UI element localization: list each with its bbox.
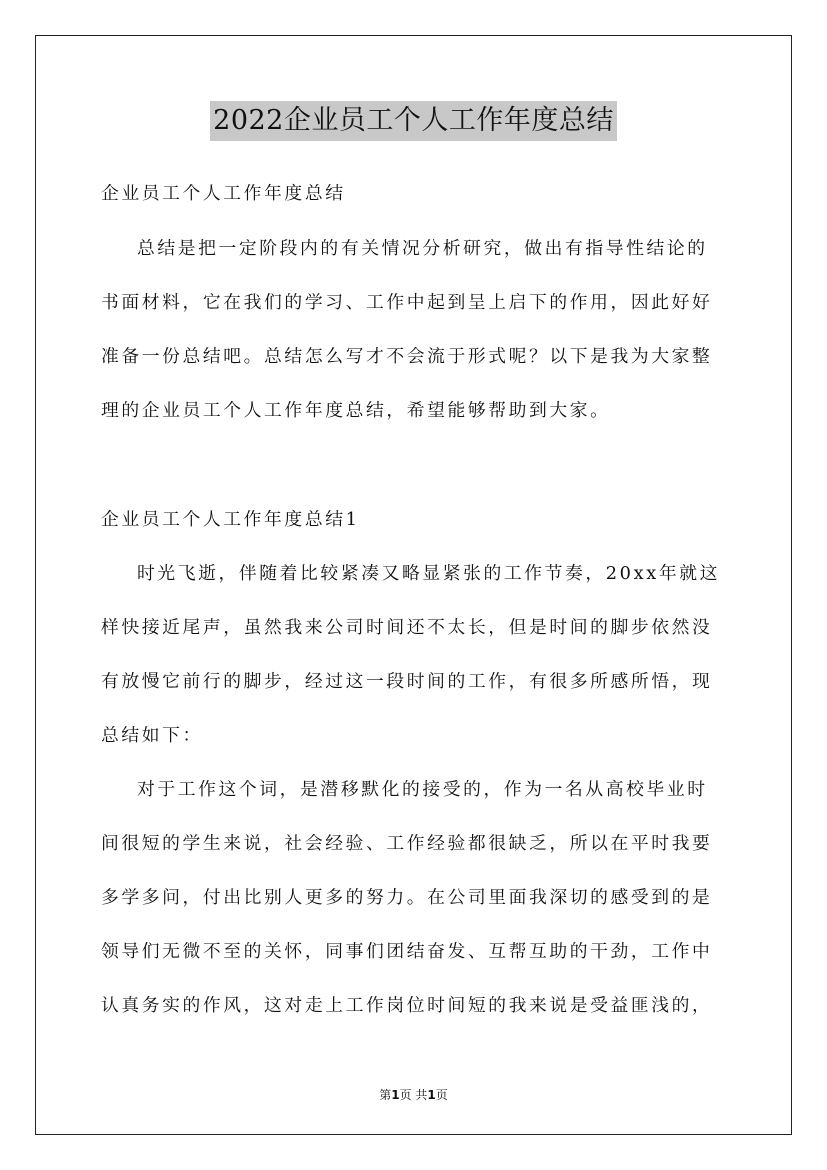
intro-line-2: 书面材料，它在我们的学习、工作中起到呈上启下的作用，因此好好	[101, 292, 713, 313]
document-subtitle: 企业员工个人工作年度总结	[101, 183, 346, 204]
footer-prefix: 第	[379, 1088, 392, 1102]
footer-middle: 页 共	[399, 1088, 428, 1102]
paragraph2-line-1: 对于工作这个词，是潜移默化的接受的，作为一名从高校毕业时	[137, 779, 708, 800]
footer-suffix: 页	[435, 1088, 448, 1102]
intro-line-1: 总结是把一定阶段内的有关情况分析研究，做出有指导性结论的	[137, 238, 708, 259]
section-heading: 企业员工个人工作年度总结1	[101, 509, 360, 530]
intro-line-4: 理的企业员工个人工作年度总结，希望能够帮助到大家。	[101, 400, 611, 421]
paragraph1-line-4: 总结如下：	[101, 725, 203, 746]
paragraph2-line-4: 领导们无微不至的关怀，同事们团结奋发、互帮互助的干劲，工作中	[101, 941, 713, 962]
paragraph1-line-2: 样快接近尾声，虽然我来公司时间还不太长，但是时间的脚步依然没	[101, 617, 713, 638]
paragraph1-line-3: 有放慢它前行的脚步，经过这一段时间的工作，有很多所感所悟，现	[101, 671, 713, 692]
paragraph2-line-2: 间很短的学生来说，社会经验、工作经验都很缺乏，所以在平时我要	[101, 833, 713, 854]
document-title: 2022企业员工个人工作年度总结	[210, 101, 617, 141]
page-footer	[0, 1086, 827, 1103]
paragraph2-line-3: 多学多问，付出比别人更多的努力。在公司里面我深切的感受到的是	[101, 887, 713, 908]
footer-current-page: 1	[391, 1088, 400, 1102]
paragraph1-line-1: 时光飞逝，伴随着比较紧凑又略显紧张的工作节奏，20xx年就这	[137, 563, 720, 584]
title-container	[0, 101, 827, 141]
paragraph2-line-5: 认真务实的作风，这对走上工作岗位时间短的我来说是受益匪浅的，	[101, 995, 713, 1016]
intro-line-3: 准备一份总结吧。总结怎么写才不会流于形式呢？以下是我为大家整	[101, 346, 713, 367]
footer-total-pages: 1	[427, 1088, 436, 1102]
